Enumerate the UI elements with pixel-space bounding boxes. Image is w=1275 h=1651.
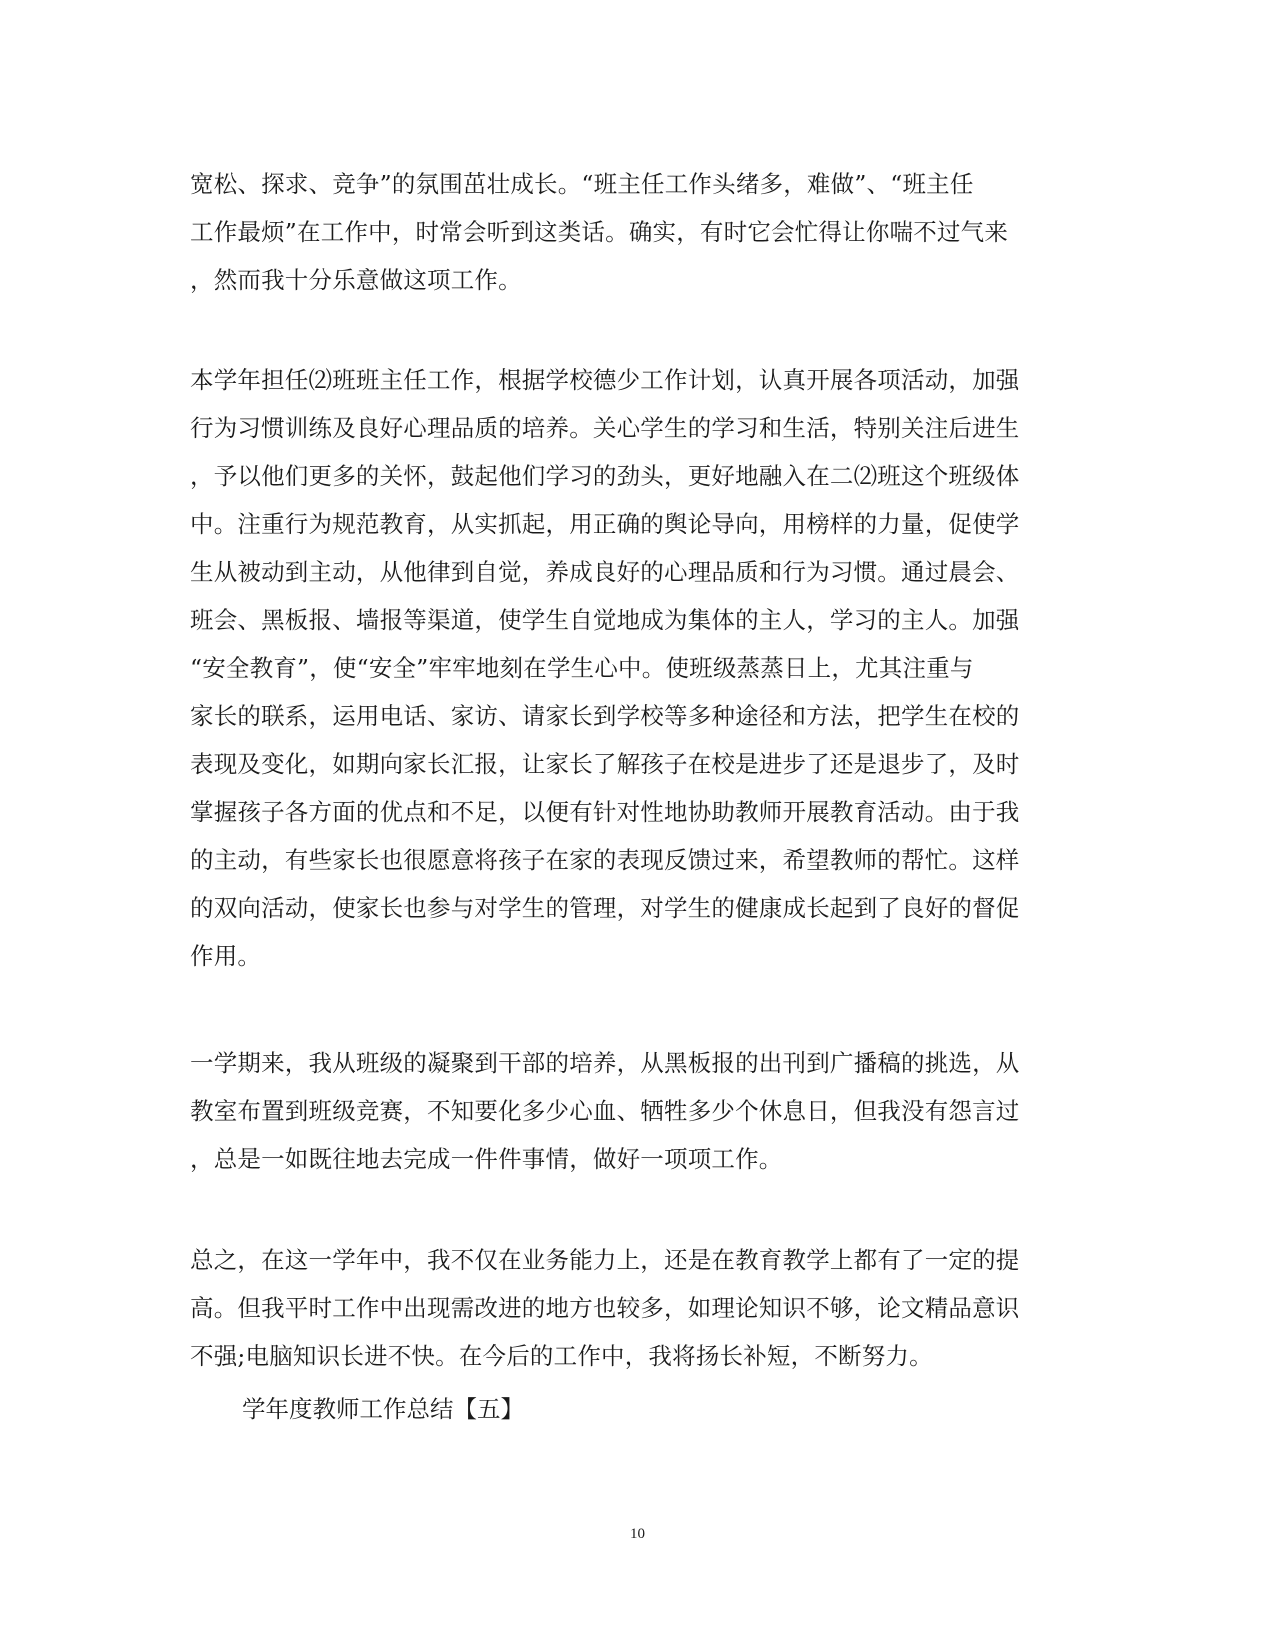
text-line: 中。注重行为规范教育，从实抓起，用正确的舆论导向，用榜样的力量，促使学: [190, 510, 1020, 538]
text-line: “安全教育”，使“安全”牢牢地刻在学生心中。使班级蒸蒸日上，尤其注重与: [190, 654, 974, 682]
text-line: 不强;电脑知识长进不快。在今后的工作中，我将扬长补短，不断努力。: [190, 1342, 933, 1370]
text-line: ，总是一如既往地去完成一件件事情，做好一项项工作。: [190, 1145, 783, 1173]
text-line: 掌握孩子各方面的优点和不足，以便有针对性地协助教师开展教育活动。由于我: [190, 798, 1020, 826]
text-line: 总之，在这一学年中，我不仅在业务能力上，还是在教育教学上都有了一定的提: [190, 1246, 1020, 1274]
text-line: 生从被动到主动，从他律到自觉，养成良好的心理品质和行为习惯。通过晨会、: [190, 558, 1020, 586]
text-line: 教室布置到班级竞赛，不知要化多少心血、牺牲多少个休息日，但我没有怨言过: [190, 1097, 1020, 1125]
paragraph-2: [190, 356, 1085, 980]
paragraph-4: [190, 1236, 1085, 1380]
text-line: 一学期来，我从班级的凝聚到干部的培养，从黑板报的出刊到广播稿的挑选，从: [190, 1049, 1020, 1077]
text-line: 家长的联系，运用电话、家访、请家长到学校等多种途径和方法，把学生在校的: [190, 702, 1020, 730]
text-line: 作用。: [190, 942, 262, 970]
text-line: 表现及变化，如期向家长汇报，让家长了解孩子在校是进步了还是退步了，及时: [190, 750, 1020, 778]
paragraph-3: [190, 1039, 1085, 1183]
text-line: 工作最烦”在工作中，时常会听到这类话。确实，有时它会忙得让你喘不过气来: [190, 218, 1009, 246]
text-line: 本学年担任⑵班班主任工作，根据学校德少工作计划，认真开展各项活动，加强: [190, 366, 1020, 394]
text-line: 行为习惯训练及良好心理品质的培养。关心学生的学习和生活，特别关注后进生: [190, 414, 1020, 442]
paragraph-1: [190, 160, 1085, 304]
text-line: 的双向活动，使家长也参与对学生的管理，对学生的健康成长起到了良好的督促: [190, 894, 1020, 922]
text-line: ，然而我十分乐意做这项工作。: [190, 266, 522, 294]
text-line: 高。但我平时工作中出现需改进的地方也较多，如理论知识不够，论文精品意识: [190, 1294, 1020, 1322]
section-heading: 学年度教师工作总结【五】: [242, 1395, 524, 1423]
page-number: 10: [630, 1526, 645, 1542]
text-line: 宽松、探求、竞争”的氛围茁壮成长。“班主任工作头绪多，难做”、“班主任: [190, 170, 974, 198]
text-line: ，予以他们更多的关怀，鼓起他们学习的劲头，更好地融入在二⑵班这个班级体: [190, 462, 1020, 490]
text-line: 班会、黑板报、墙报等渠道，使学生自觉地成为集体的主人，学习的主人。加强: [190, 606, 1020, 634]
text-line: 的主动，有些家长也很愿意将孩子在家的表现反馈过来，希望教师的帮忙。这样: [190, 846, 1020, 874]
